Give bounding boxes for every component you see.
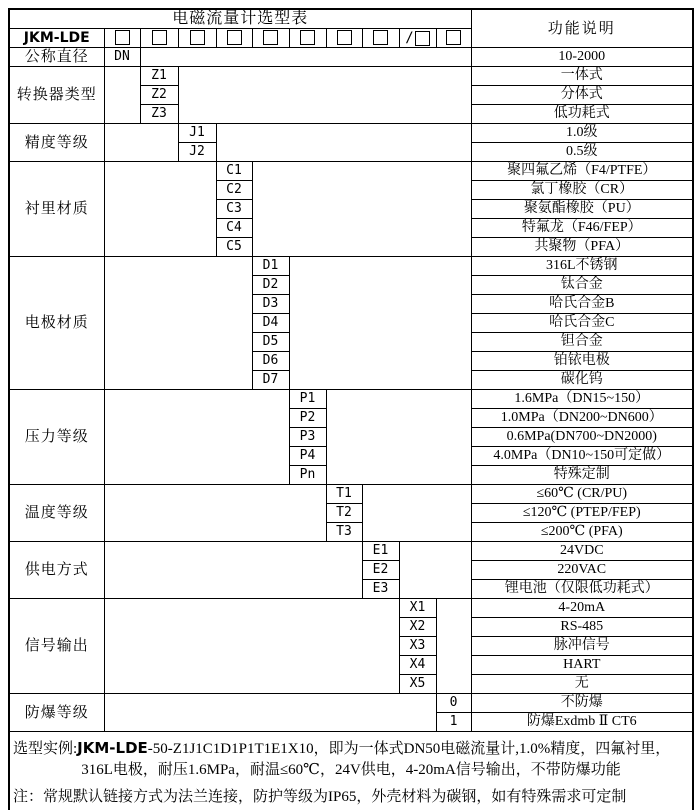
code-cell: C3 [216,200,252,219]
spec-row [9,542,693,561]
code-cell: D3 [252,295,289,314]
code-cell: C5 [216,238,252,257]
model-prefix: JKM-LDE [9,29,104,48]
code-cell: D1 [252,257,289,276]
desc-cell: RS-485 [471,618,693,637]
spec-row [9,48,693,67]
example-label: 选型实例: [13,741,78,758]
checkbox-cell-x[interactable] [399,29,436,48]
code-cell: D5 [252,333,289,352]
desc-cell: 特氟龙（F46/FEP） [471,219,693,238]
checkbox-cell-p[interactable] [289,29,326,48]
checkbox-icon[interactable] [373,30,388,45]
desc-cell: 10-2000 [471,48,693,67]
example-text-line2: 316L电极，耐压1.6MPa，耐温≤60℃，24V供电，4-20mA信号输出，不带防爆功能 [81,762,621,779]
code-cell: X2 [399,618,436,637]
code-cell: E1 [362,542,399,561]
desc-cell: 4-20mA [471,599,693,618]
desc-cell: 1.0MPa（DN200~DN600） [471,409,693,428]
code-cell: J2 [178,143,216,162]
code-cell: 0 [436,694,471,713]
desc-cell: 聚四氟乙烯（F4/PTFE） [471,162,693,181]
code-cell: D2 [252,276,289,295]
desc-cell: 分体式 [471,86,693,105]
desc-cell: 钛合金 [471,276,693,295]
desc-cell: 24VDC [471,542,693,561]
desc-cell: 哈氏合金C [471,314,693,333]
checkbox-cell-j[interactable] [178,29,216,48]
desc-cell: 无 [471,675,693,694]
checkbox-icon[interactable] [446,30,461,45]
checkbox-icon[interactable] [337,30,352,45]
code-cell: E3 [362,580,399,599]
spacer-cell [289,257,471,390]
code-cell: P2 [289,409,326,428]
example-rest: -50-Z1J1C1D1P1T1E1X10，即为一体式DN50电磁流量计,1.0%精度，四氟衬里， [147,741,671,758]
code-cell: T3 [326,523,362,542]
desc-cell: 脉冲信号 [471,637,693,656]
checkbox-icon[interactable] [152,30,167,45]
spacer-cell [104,390,289,485]
checkbox-icon[interactable] [115,30,130,45]
spec-row [9,162,693,181]
desc-cell: 1.6MPa（DN15~150） [471,390,693,409]
code-cell: 1 [436,713,471,732]
code-cell: D7 [252,371,289,390]
code-cell: T2 [326,504,362,523]
desc-cell: 特殊定制 [471,466,693,485]
desc-cell: 220VAC [471,561,693,580]
checkbox-cell-d[interactable] [252,29,289,48]
desc-cell: 共聚物（PFA） [471,238,693,257]
spacer-cell [104,599,399,694]
code-cell: X3 [399,637,436,656]
example-text [13,738,689,760]
category-explosion-proof: 防爆等级 [9,694,104,732]
spacer-cell [104,162,216,257]
desc-cell: 一体式 [471,67,693,86]
desc-cell: 聚氨酯橡胶（PU） [471,200,693,219]
code-cell: X4 [399,656,436,675]
spacer-cell [104,542,362,599]
checkbox-cell-z[interactable] [140,29,178,48]
footer-cell [9,732,693,810]
spacer-cell [178,67,471,124]
function-header: 功能说明 [471,9,693,48]
desc-cell: ≤200℃ (PFA) [471,523,693,542]
spacer-cell [104,694,436,732]
code-cell: D4 [252,314,289,333]
code-cell: Z2 [140,86,178,105]
desc-cell: 4.0MPa（DN10~150可定做） [471,447,693,466]
spacer-cell [104,67,140,124]
desc-cell: 氯丁橡胶（CR） [471,181,693,200]
code-cell: P4 [289,447,326,466]
code-cell: X1 [399,599,436,618]
category-accuracy-class: 精度等级 [9,124,104,162]
category-nominal-diameter: 公称直径 [9,48,104,67]
code-cell: D6 [252,352,289,371]
spacer-cell [140,48,471,67]
spec-row [9,694,693,713]
slash-separator: / [405,30,414,46]
checkbox-icon[interactable] [190,30,205,45]
code-cell: C2 [216,181,252,200]
category-temperature-class: 温度等级 [9,485,104,542]
desc-cell: 0.5级 [471,143,693,162]
note-text: 注：常规默认链接方式为法兰连接，防护等级为IP65，外壳材料为碳钢，如有特殊需求可定制 [13,789,627,806]
category-signal-output: 信号输出 [9,599,104,694]
example-model-code: JKM-LDE [77,739,148,758]
desc-cell: 0.6MPa(DN700~DN2000) [471,428,693,447]
desc-cell: 低功耗式 [471,105,693,124]
category-lining-material: 衬里材质 [9,162,104,257]
code-cell: P1 [289,390,326,409]
checkbox-icon[interactable] [300,30,315,45]
spacer-cell [399,542,471,599]
desc-cell: 1.0级 [471,124,693,143]
spec-row [9,67,693,86]
desc-cell: ≤60℃ (CR/PU) [471,485,693,504]
desc-cell: 哈氏合金B [471,295,693,314]
category-power-supply: 供电方式 [9,542,104,599]
checkbox-icon[interactable] [415,31,430,46]
code-cell: C4 [216,219,252,238]
table-title: 电磁流量计选型表 [9,9,471,29]
desc-cell: 碳化钨 [471,371,693,390]
spacer-cell [362,485,471,542]
desc-cell: 不防爆 [471,694,693,713]
spec-row [9,124,693,143]
checkbox-icon[interactable] [227,30,242,45]
checkbox-cell-c[interactable] [216,29,252,48]
spec-row [9,599,693,618]
checkbox-cell-t[interactable] [326,29,362,48]
code-cell: Pn [289,466,326,485]
desc-cell: 铂铱电极 [471,352,693,371]
code-cell: X5 [399,675,436,694]
spacer-cell [252,162,471,257]
checkbox-icon[interactable] [263,30,278,45]
spacer-cell [326,390,471,485]
spacer-cell [436,599,471,694]
desc-cell: HART [471,656,693,675]
spec-row [9,390,693,409]
spacer-cell [104,124,178,162]
spacer-cell [216,124,471,162]
category-electrode-material: 电极材质 [9,257,104,390]
category-pressure-class: 压力等级 [9,390,104,485]
code-cell: T1 [326,485,362,504]
spacer-cell [104,257,252,390]
code-cell: Z1 [140,67,178,86]
code-cell: E2 [362,561,399,580]
spec-row [9,485,693,504]
desc-cell: ≤120℃ (PTEP/FEP) [471,504,693,523]
spec-row [9,257,693,276]
desc-cell: 防爆Exdmb Ⅱ CT6 [471,713,693,732]
desc-cell: 钽合金 [471,333,693,352]
selection-table [8,8,694,810]
code-cell: Z3 [140,105,178,124]
code-cell: J1 [178,124,216,143]
desc-cell: 316L不锈钢 [471,257,693,276]
code-cell: P3 [289,428,326,447]
desc-cell: 锂电池（仅限低功耗式） [471,580,693,599]
spacer-cell [104,485,326,542]
code-cell: C1 [216,162,252,181]
checkbox-cell-dn[interactable] [104,29,140,48]
checkbox-cell-e[interactable] [362,29,399,48]
code-cell: DN [104,48,140,67]
category-converter-type: 转换器类型 [9,67,104,124]
checkbox-cell-ex[interactable] [436,29,471,48]
